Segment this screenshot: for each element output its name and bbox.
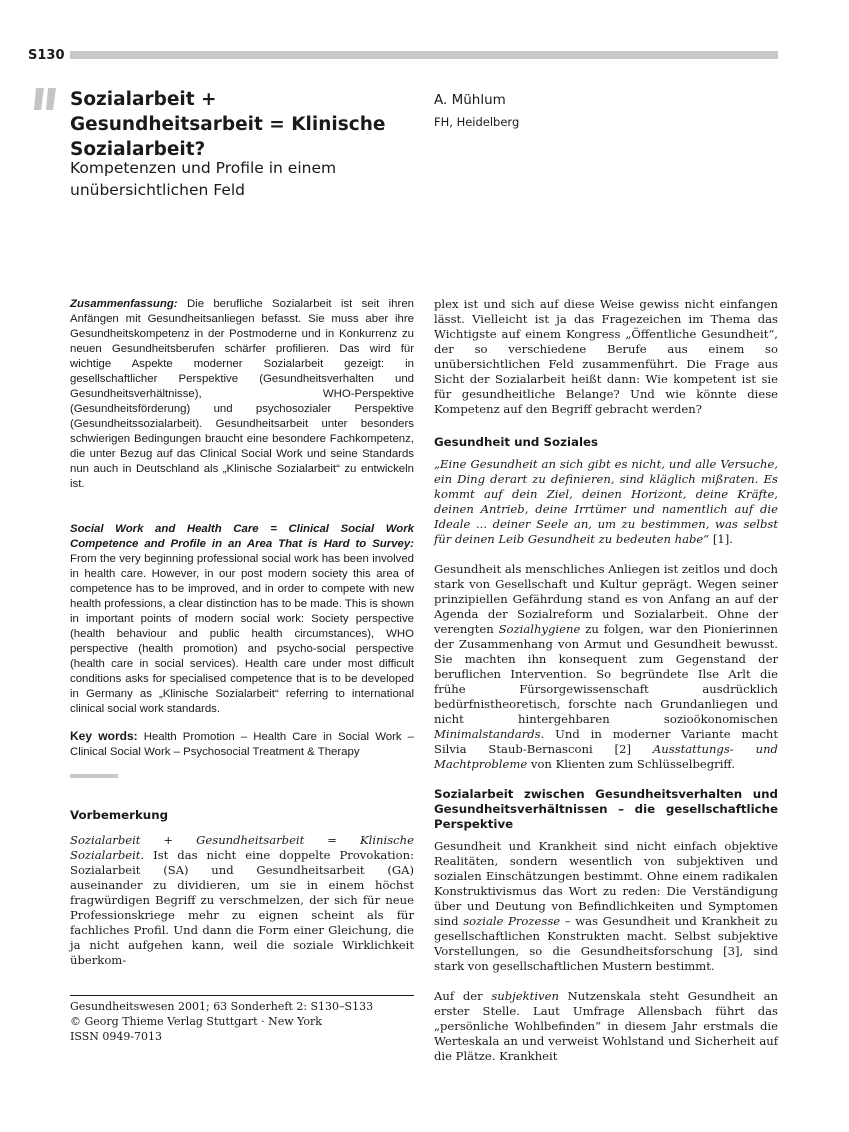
paragraph-right-intro: plex ist und sich auf diese Weise gewiss nicht einfangen lässt. Vielleicht ist ja das Fragezeichen im Thema das Wichtigste auf einem Kongress „Öffentliche Gesundheit“, der so verschiedene Berufe aus einem so unübersichtlichen Feld zusammenführt. Die Frage aus Sicht der Sozialarbeit heißt dann: Wie kompetent ist sie für gesundheitliche Belange? Und wie könnte diese Kompetenz auf den Begriff gebracht werden? bbox=[434, 297, 778, 416]
vorbemerkung-lead: Sozialarbeit + Gesundheitsarbeit = Klinische Sozialarbeit bbox=[70, 833, 414, 862]
abstract-german bbox=[70, 297, 414, 492]
italic-term: subjektiven bbox=[491, 989, 559, 1003]
italic-term: Sozialhygiene bbox=[498, 622, 581, 636]
text-run: Gesundheit und Krankheit sind nicht einfach objektive Realitäten, sondern wesentlich von subjektiven und sozialen Einschätzungen bestimmt. Ohne einem radikalen Konstruktivismus das Wort zu reden: Die Verständigung über und Deutung von Befindlichkeiten und Symptomen sind bbox=[434, 839, 778, 928]
paragraph-verhalten-2 bbox=[434, 989, 778, 1064]
publisher-line: © Georg Thieme Verlag Stuttgart · New York bbox=[70, 1015, 322, 1028]
quotation-block bbox=[434, 457, 778, 547]
paragraph-vorbemerkung bbox=[70, 833, 414, 968]
journal-citation: Gesundheitswesen 2001; 63 Sonderheft 2: S130–S133 bbox=[70, 1000, 374, 1013]
text-run: Gesundheit als menschliches Anliegen ist zeitlos und doch stark von Gesellschaft und Kultur geprägt. Wegen seiner prinzipiellen Gefährdung stand es von Anfang an auf der Agenda der Sozialreform und Sozialarbeit. Ohne der verengten bbox=[434, 562, 778, 636]
citation-footer bbox=[70, 999, 373, 1044]
double-chevron-mark-icon bbox=[34, 88, 64, 110]
author-affiliation: FH, Heidelberg bbox=[434, 115, 520, 129]
italic-term: soziale Prozesse bbox=[463, 914, 561, 928]
keywords bbox=[70, 729, 414, 760]
abstract-english-text: From the very beginning professional social work has been involved in health care. However, in our post modern society this area of competence has to be improved, and in order to compete with new health professions, a clear distinction has to be made. This is shown in important points of modern social work: Society perspective (health behaviour and public health circumstances), WHO perspective (health promotion) and psycho-social perspective (health care in social services). Health care under most difficult conditions asks for specialised competence that is to be developed in Germany as „Klinische Sozialarbeit“ referring to international clinical social work standards. bbox=[70, 553, 414, 715]
paragraph-gesundheit bbox=[434, 562, 778, 772]
left-column bbox=[70, 297, 414, 968]
section-heading-vorbemerkung: Vorbemerkung bbox=[70, 808, 169, 822]
text-run: . Und in moderner Variante macht Silvia Staub-Bernasconi [2] bbox=[434, 727, 778, 756]
article-title: Sozialarbeit + Gesundheitsarbeit = Klinische Sozialarbeit? bbox=[70, 89, 386, 160]
italic-term: Ausstattungs- und Machtprobleme bbox=[434, 742, 778, 771]
vorbemerkung-text: . Ist das nicht eine doppelte Provokation: Sozialarbeit (SA) und Gesundheitsarbeit (GA) auseinander zu dividieren, um sie in einem höchst fragwürdigen Begriff zu verschmelzen, der sich für neue Professionskriege mehr zu eignen scheint als für fachliches Profil. Und dann die Form einer Gleichung, die ja nicht aufgehen kann, weil die soziale Wirklichkeit überkom- bbox=[70, 848, 414, 967]
author-name: A. Mühlum bbox=[434, 92, 506, 108]
right-column bbox=[434, 297, 778, 1064]
keywords-text: Health Promotion – Health Care in Social Work – Clinical Social Work – Psychosocial Treatment & Therapy bbox=[70, 731, 415, 758]
text-run: von Klienten zum Schlüsselbegriff. bbox=[527, 757, 735, 771]
abstract-english-label: Social Work and Health Care = Clinical Social Work Competence and Profile in an Area That is Hard to Survey: bbox=[70, 523, 414, 550]
quotation-text: „Eine Gesundheit an sich gibt es nicht, und alle Versuche, ein Ding derart zu definieren, sind kläglich mißraten. Es kommt auf dein Ziel, deinen Horizont, deine Kräfte, deinen Antrieb, deine Irrtümer und namentlich auf die Ideale ... deiner Seele an, um zu bestimmen, was selbst für deinen Leib Gesundheit zu bedeuten habe“ bbox=[434, 457, 778, 546]
page-number: S130 bbox=[28, 48, 65, 63]
keywords-label: Key words: bbox=[70, 729, 138, 743]
text-run: Nutzenskala steht Gesundheit an erster Stelle. Laut Umfrage Allensbach führt das „persönliche Wohlbefinden“ in diesem Jahr erstmals die Werteskala an und verweist Wohlstand und Sicherheit auf die Plätze. Krankheit bbox=[434, 989, 778, 1063]
abstract-german-text: Die berufliche Sozialarbeit ist seit ihren Anfängen mit Gesundheitsanliegen befasst. Sie muss aber ihre Gesundheitskompetenz in der Postmoderne und in Konkurrenz zu neuen Gesundheitsberufen schärfer profilieren. Das wird für wichtige Aspekte moderner Sozialarbeit gezeigt: in gesellschaftlicher Perspektive (Gesundheitsverhalten und Gesundheitsverhältnisse), WHO-Perspektive (Gesundheitsförderung) und psychosozialer Perspektive (Gesundheitssozialarbeit). Gesundheitsarbeit unter besonders schwierigen Bedingungen braucht eine besondere Fachkompetenz, die unter Bezug auf das Clinical Social Work und seine Standards nun auch in Deutschland als „Klinische Sozialarbeit“ zu entwickeln ist. bbox=[70, 298, 414, 490]
abstract-german-label: Zusammenfassung: bbox=[70, 298, 178, 310]
footer-rule bbox=[70, 995, 414, 996]
italic-term: Minimalstandards bbox=[434, 727, 541, 741]
quotation-ref: [1]. bbox=[709, 532, 733, 546]
text-run: zu folgen, war den Pionierinnen der Zusammenhang von Armut und Gesundheit bewusst. Sie machten ihn konsequent zum Gegenstand der beruflichen Intervention. So begründete Ilse Arlt die frühe Fürsorgewissenschaft ausdrücklich bedürfnistheoretisch, forschte nach Grundanliegen und nicht hintergehbaren sozioökonomischen bbox=[434, 622, 778, 726]
text-run: Auf der bbox=[434, 989, 492, 1003]
section-heading-verhalten: Sozialarbeit zwischen Gesundheitsverhalten und Gesundheitsverhältnissen – die gesellschaftliche Perspektive bbox=[434, 787, 778, 831]
abstract-english bbox=[70, 522, 414, 717]
issn-line: ISSN 0949-7013 bbox=[70, 1030, 163, 1043]
article-subtitle: Kompetenzen und Profile in einem unübersichtlichen Feld bbox=[70, 159, 337, 199]
text-run: – was Gesundheit und Krankheit zu gesellschaftlichen Konstrukten macht. Selbst subjektive Vorstellungen, so die Gesundheitsforschung [3], sind stark von gesellschaftlichen Mustern bestimmt. bbox=[434, 914, 778, 973]
section-heading-gesundheit: Gesundheit und Soziales bbox=[434, 435, 599, 449]
header-rule bbox=[70, 51, 778, 59]
paragraph-verhalten-1 bbox=[434, 839, 778, 974]
